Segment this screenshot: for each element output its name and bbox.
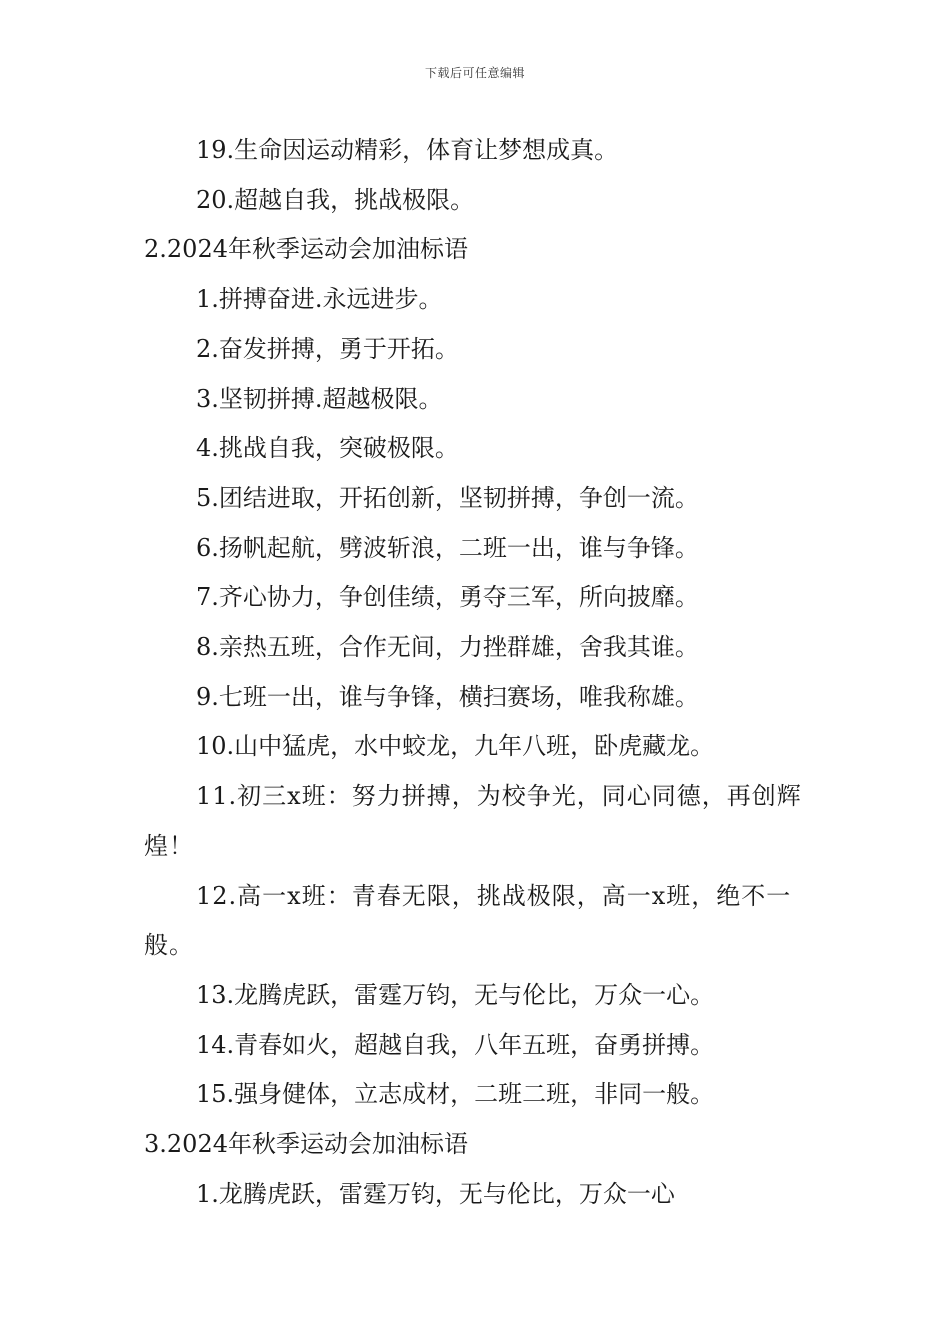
page-header: 下载后可任意编辑: [424, 66, 525, 80]
list-item: 7.齐心协力，争创佳绩，勇夺三军，所向披靡。: [196, 583, 699, 612]
list-item: 12.高一x班：青春无限，挑战极限，高一x班，绝不一般。: [144, 881, 792, 960]
list-item: 5.团结进取，开拓创新，坚韧拼搏，争创一流。: [196, 483, 699, 512]
section-heading: 3.2024年秋季运动会加油标语: [144, 1130, 468, 1159]
section-heading: 2.2024年秋季运动会加油标语: [144, 235, 468, 264]
list-item: 11.初三x班：努力拼搏，为校争光，同心同德，再创辉煌！: [144, 782, 802, 860]
list-item: 2.奋发拼搏，勇于开拓。: [196, 334, 459, 363]
list-item: 13.龙腾虎跃，雷霆万钧，无与伦比，万众一心。: [196, 980, 715, 1009]
list-item: 3.坚韧拼搏.超越极限。: [196, 384, 443, 413]
list-item: 10.山中猛虎，水中蛟龙，九年八班，卧虎藏龙。: [196, 732, 715, 761]
list-item: 4.挑战自我，突破极限。: [196, 434, 459, 463]
list-item: 6.扬帆起航，劈波斩浪，二班一出，谁与争锋。: [196, 533, 699, 562]
list-item: 15.强身健体，立志成材，二班二班，非同一般。: [196, 1080, 715, 1109]
list-item: 8.亲热五班，合作无间，力挫群雄，舍我其谁。: [196, 633, 699, 662]
list-item: 9.七班一出，谁与争锋，横扫赛场，唯我称雄。: [196, 682, 699, 711]
list-item: 14.青春如火，超越自我，八年五班，奋勇拼搏。: [196, 1030, 715, 1059]
list-item: 20.超越自我，挑战极限。: [196, 185, 475, 214]
document-body: [144, 126, 810, 1219]
list-item: 1.龙腾虎跃，雷霆万钧，无与伦比，万众一心: [196, 1179, 675, 1208]
list-item: 1.拼搏奋进.永远进步。: [196, 285, 443, 314]
list-item: 19.生命因运动精彩，体育让梦想成真。: [196, 136, 619, 164]
